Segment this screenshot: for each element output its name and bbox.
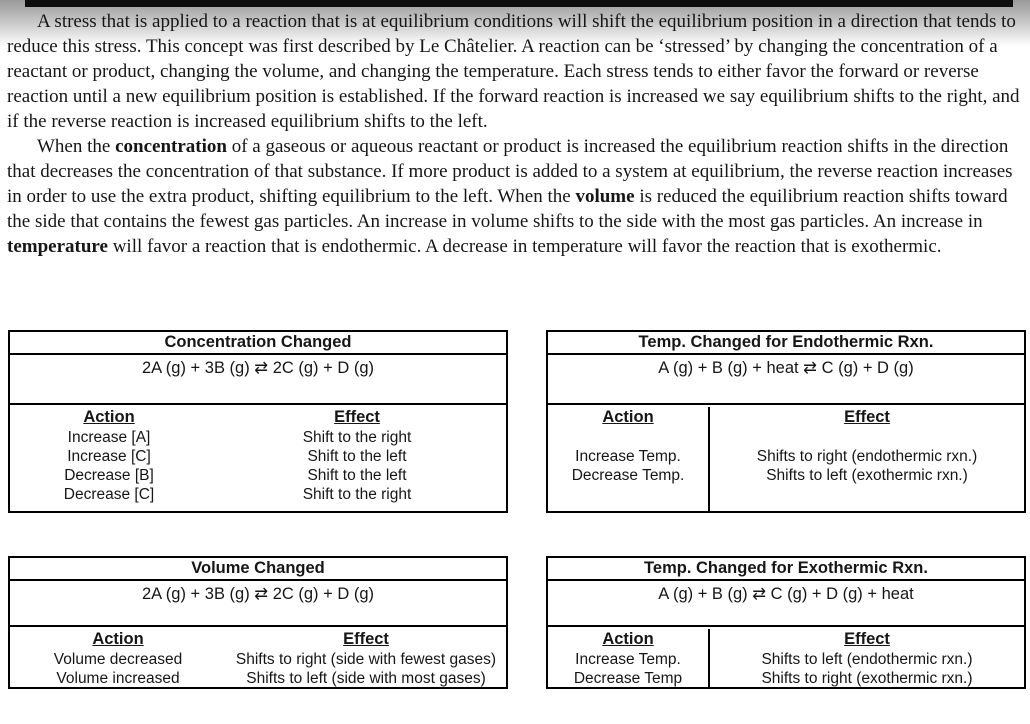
table-title: Temp. Changed for Exothermic Rxn.	[548, 558, 1024, 581]
table-temp-endothermic	[546, 330, 1026, 513]
action-header: Action	[83, 408, 135, 426]
effect-cell	[710, 428, 1024, 447]
effect-header: Effect	[844, 408, 890, 426]
table-equation: A (g) + B (g) ⇄ C (g) + D (g) + heat	[548, 581, 1024, 627]
action-cell: Increase Temp.	[575, 651, 681, 668]
table-title: Temp. Changed for Endothermic Rxn.	[548, 332, 1024, 355]
table-title: Concentration Changed	[10, 332, 506, 355]
action-cell: Increase [A]	[67, 429, 151, 446]
table-body	[10, 405, 506, 511]
action-cell: Volume increased	[56, 670, 180, 687]
table-title: Volume Changed	[10, 558, 506, 581]
header-black-bar	[25, 0, 1013, 7]
effect-cell: Shift to the left	[307, 467, 407, 484]
effect-cell: Shift to the right	[302, 429, 412, 446]
paragraph-stresses-text-1: When the	[37, 136, 116, 157]
action-cell: Decrease Temp	[573, 670, 683, 687]
effect-cell: Shifts to left (endothermic rxn.)	[761, 651, 973, 668]
paragraph-stresses-text-3: is reduced the equilibrium reaction shifts toward the side that contains the fewest gas particles. An increase in volume shifts to the side with the most gas particles. An increase in	[7, 186, 1008, 232]
action-cell: Decrease [B]	[64, 467, 154, 484]
bold-temperature: temperature	[7, 236, 108, 257]
table-body	[548, 627, 1024, 688]
action-cell: Volume decreased	[53, 651, 183, 668]
action-column	[548, 407, 710, 511]
table-temp-exothermic	[546, 556, 1026, 689]
action-cell: Increase [C]	[67, 448, 151, 465]
effect-cell: Shifts to right (side with fewest gases)	[235, 651, 497, 668]
table-concentration-changed	[8, 330, 508, 513]
table-equation: 2A (g) + 3B (g) ⇄ 2C (g) + D (g)	[10, 581, 506, 627]
effect-cell: Shifts to left (exothermic rxn.)	[766, 467, 968, 484]
action-column	[10, 629, 226, 688]
action-cell: Decrease Temp.	[571, 467, 685, 484]
effect-column	[208, 407, 506, 511]
effect-header: Effect	[334, 408, 380, 426]
document-body	[7, 9, 1023, 259]
action-header: Action	[92, 630, 144, 648]
effect-column	[710, 407, 1024, 511]
effect-column	[710, 629, 1024, 688]
bold-volume: volume	[575, 186, 635, 207]
table-body	[10, 627, 506, 688]
effect-cell: Shifts to right (exothermic rxn.)	[761, 670, 973, 687]
table-volume-changed	[8, 556, 508, 689]
action-header: Action	[602, 630, 654, 648]
effect-cell: Shift to the left	[307, 448, 407, 465]
action-cell: Increase Temp.	[575, 448, 681, 465]
effect-header: Effect	[844, 630, 890, 648]
table-equation: 2A (g) + 3B (g) ⇄ 2C (g) + D (g)	[10, 355, 506, 405]
action-cell: Decrease [C]	[63, 486, 155, 503]
paragraph-stresses	[7, 134, 1023, 259]
action-header: Action	[602, 408, 654, 426]
effect-cell: Shifts to right (endothermic rxn.)	[756, 448, 978, 465]
table-body	[548, 405, 1024, 511]
action-column	[10, 407, 208, 511]
action-column	[548, 629, 710, 688]
paragraph-intro-text: A stress that is applied to a reaction that is at equilibrium conditions will shift the equilibrium position in a direction that tends to reduce this stress. This concept was first described by Le Châtelier. A reaction can be ‘stressed’ by changing the concentration of a reactant or product, changing the volume, and changing the temperature. Each stress tends to either favor the forward or reverse reaction until a new equilibrium position is established. If the forward reaction is increased we say equilibrium shifts to the right, and if the reverse reaction is increased equilibrium shifts to the left.	[7, 11, 1020, 132]
paragraph-stresses-text-4: will favor a reaction that is endothermic. A decrease in temperature will favor the reaction that is exothermic.	[107, 236, 942, 257]
bold-concentration: concentration	[115, 136, 227, 157]
table-equation: A (g) + B (g) + heat ⇄ C (g) + D (g)	[548, 355, 1024, 405]
effect-cell: Shifts to left (side with most gases)	[246, 670, 486, 687]
effect-header: Effect	[343, 630, 389, 648]
paragraph-stresses-text-2: of a gaseous or aqueous reactant or product is increased the equilibrium reaction shifts in the direction that decreases the concentration of that substance. If more product is added to a system at equilibrium, the reverse reaction increases in order to use the extra product, shifting equilibrium to the left. When the	[7, 136, 1013, 207]
effect-column	[226, 629, 506, 688]
paragraph-intro	[7, 9, 1023, 134]
effect-cell: Shift to the right	[302, 486, 412, 503]
action-cell	[548, 428, 708, 447]
